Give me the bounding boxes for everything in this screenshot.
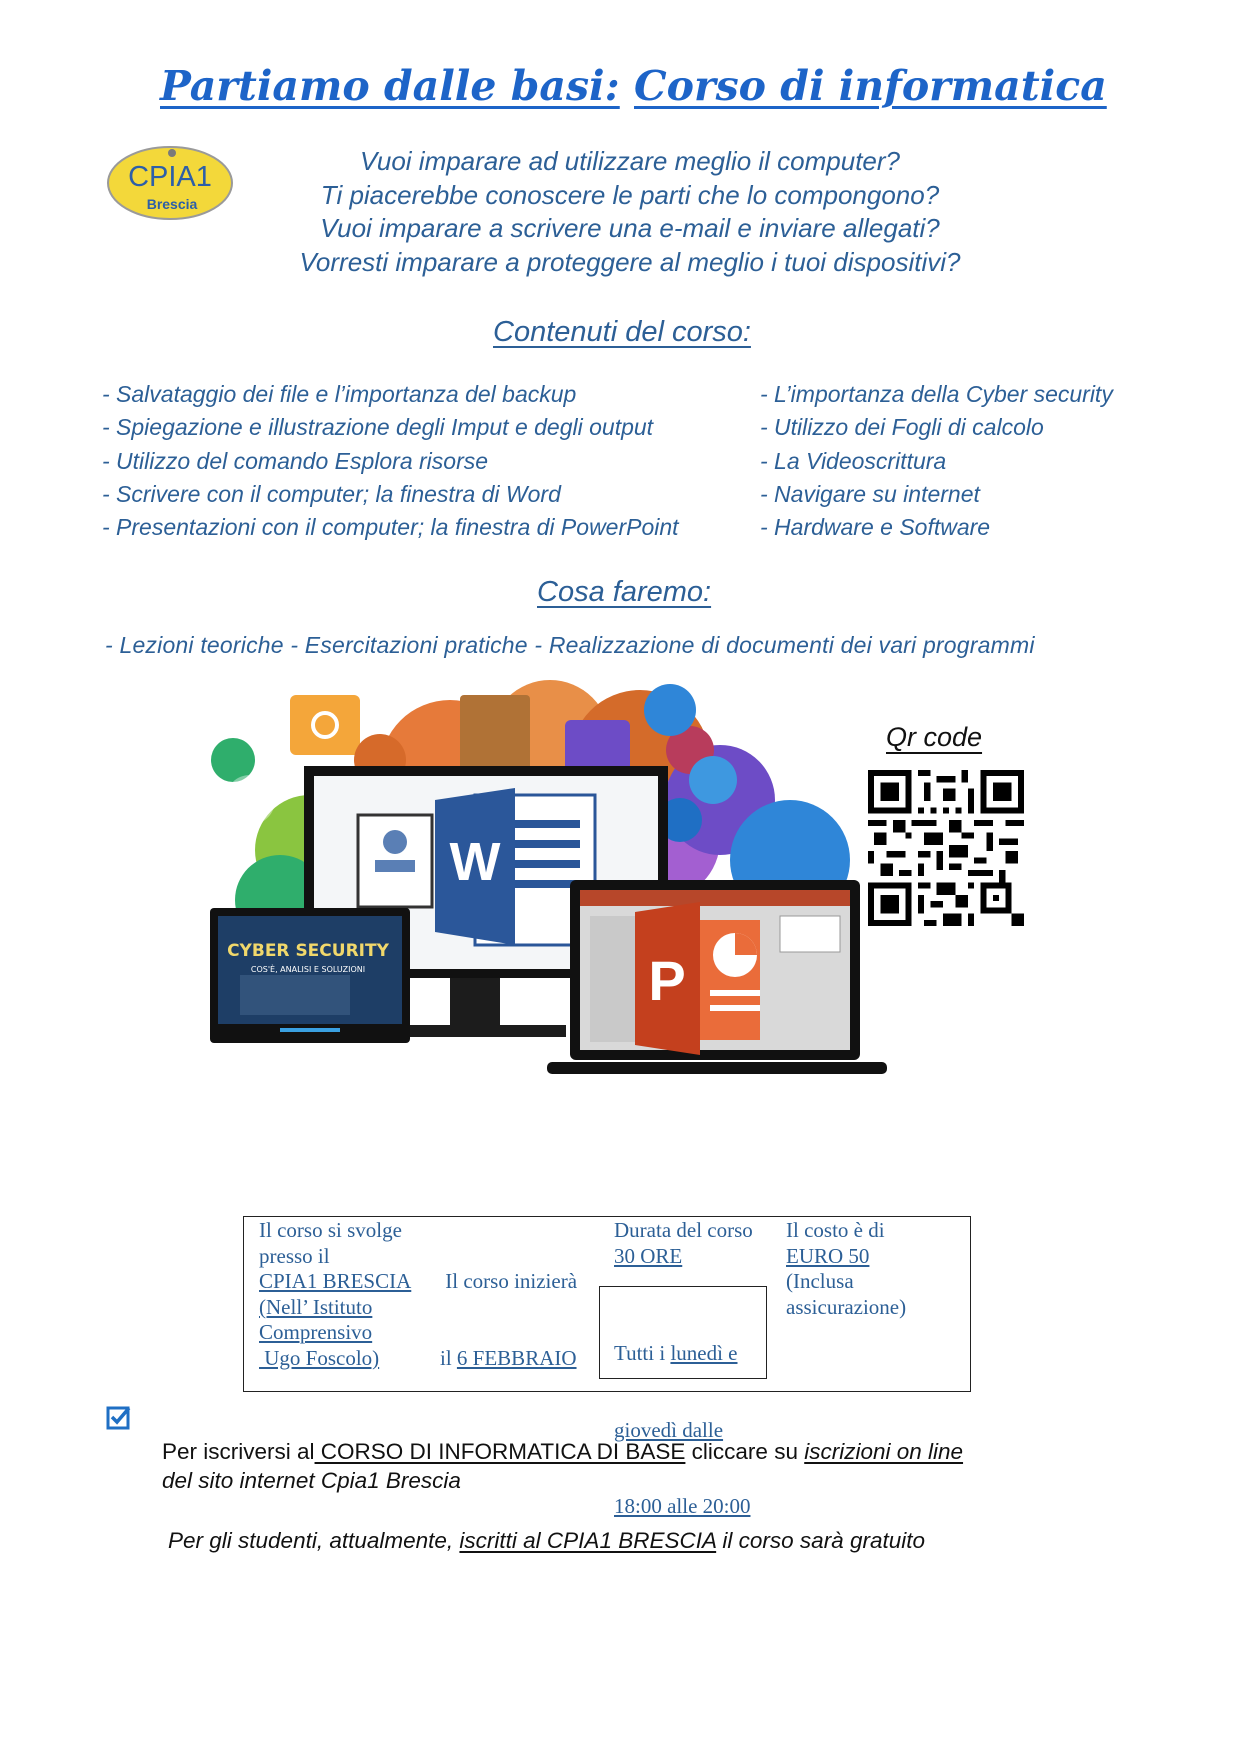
list-item: - La Videoscrittura (760, 447, 947, 474)
devices-illustration (210, 680, 990, 1210)
course-name: CORSO DI INFORMATICA DI BASE (314, 1439, 686, 1464)
location-cell (259, 1218, 411, 1371)
page-title-part1: Partiamo dalle basi: (160, 62, 620, 110)
schedule-cell: Tutti i lunedì e giovedì dalle 18:00 alle 20:00 (614, 1341, 751, 1518)
location-name: (Nell’ Istituto (259, 1294, 373, 1319)
intro-line: Vuoi imparare ad utilizzare meglio il computer? (360, 146, 900, 176)
svg-text:W: W (449, 832, 501, 892)
list-item: - Spiegazione e illustrazione degli Imput e degli output (102, 414, 654, 441)
free-for-students: Per gli studenti, attualmente, iscritti al CPIA1 BRESCIA il corso sarà gratuito (168, 1528, 925, 1553)
schedule-days: giovedì dalle (614, 1417, 724, 1442)
cyber-subtitle: COS'È, ANALISI E SOLUZIONI (250, 965, 366, 974)
intro-line: Vorresti imparare a proteggere al meglio i tuoi dispositivi? (299, 246, 961, 277)
contents-heading: Contenuti del corso: (493, 316, 751, 348)
activities-heading: Cosa faremo: (537, 576, 712, 608)
signup-line: Per iscriversi al CORSO DI INFORMATICA DI BASE cliccare su iscrizioni on line (162, 1439, 964, 1464)
page-title-part2: Corso di informatica (634, 62, 1107, 110)
list-item: - Hardware e Software (760, 514, 991, 541)
list-item: - Presentazioni con il computer; la finestra di PowerPoint (102, 514, 679, 541)
contents-list-right (760, 378, 1113, 544)
schedule-days: lunedì e (670, 1341, 738, 1365)
enrolled-students: iscritti al CPIA1 BRESCIA (459, 1528, 717, 1553)
location-line: Il corso si svolge (259, 1218, 402, 1242)
list-item: - Utilizzo dei Fogli di calcolo (760, 414, 1044, 441)
logo-main: CPIA1 (128, 161, 212, 193)
svg-text:P: P (648, 949, 686, 1012)
list-item: - Utilizzo del comando Esplora risorse (102, 447, 489, 474)
network-icon (460, 695, 530, 770)
list-item: - Salvataggio dei file e l’importanza del backup (102, 381, 577, 407)
logo-sub: Brescia (146, 196, 198, 212)
signup-link[interactable]: iscrizioni on line (804, 1439, 964, 1464)
checkbox-checked-icon[interactable] (106, 1404, 132, 1430)
phone-icon (689, 756, 737, 804)
activities-text: - Lezioni teoriche - Esercitazioni pratiche - Realizzazione di documenti dei vari programmi (105, 632, 1035, 658)
location-line: presso il (259, 1243, 330, 1268)
cost-cell (786, 1218, 906, 1320)
intro-line: Ti piacerebbe conoscere le parti che lo compongono? (320, 179, 940, 210)
cost-note: assicurazione) (786, 1294, 907, 1319)
contents-list-left (102, 378, 679, 544)
cyber-title: CYBER SECURITY (227, 941, 389, 961)
duration-cell (614, 1218, 753, 1269)
chat-icon (644, 684, 696, 736)
cost-note: (Inclusa (786, 1269, 854, 1293)
location-name: CPIA1 BRESCIA (259, 1269, 412, 1293)
list-item: - Scrivere con il computer; la finestra di Word (102, 480, 561, 507)
signup-line-2: del sito internet Cpia1 Brescia (162, 1468, 461, 1493)
list-item: - L’importanza della Cyber security (760, 381, 1113, 407)
location-name: Ugo Foscolo) (259, 1345, 380, 1370)
cost-value: EURO 50 (786, 1243, 870, 1268)
start-date: 6 FEBBRAIO (456, 1345, 577, 1370)
intro-line: Vuoi imparare a scrivere una e-mail e inviare allegati? (320, 213, 940, 243)
start-label: Il corso inizierà (440, 1269, 578, 1293)
qr-label: Qr code (886, 722, 983, 752)
start-date-cell: Il corso inizierà il 6 FEBBRAIO (440, 1269, 578, 1370)
intro-questions (210, 145, 1050, 279)
schedule-hours: 18:00 alle 20:00 (614, 1494, 751, 1518)
duration-value: 30 ORE (614, 1243, 683, 1268)
duration-label: Durata del corso (614, 1218, 753, 1242)
list-item: - Navigare su internet (760, 480, 980, 507)
emblem-icon (168, 149, 176, 157)
cost-label: Il costo è di (786, 1218, 885, 1242)
settings-icon (290, 695, 360, 755)
location-name: Comprensivo (259, 1320, 373, 1344)
